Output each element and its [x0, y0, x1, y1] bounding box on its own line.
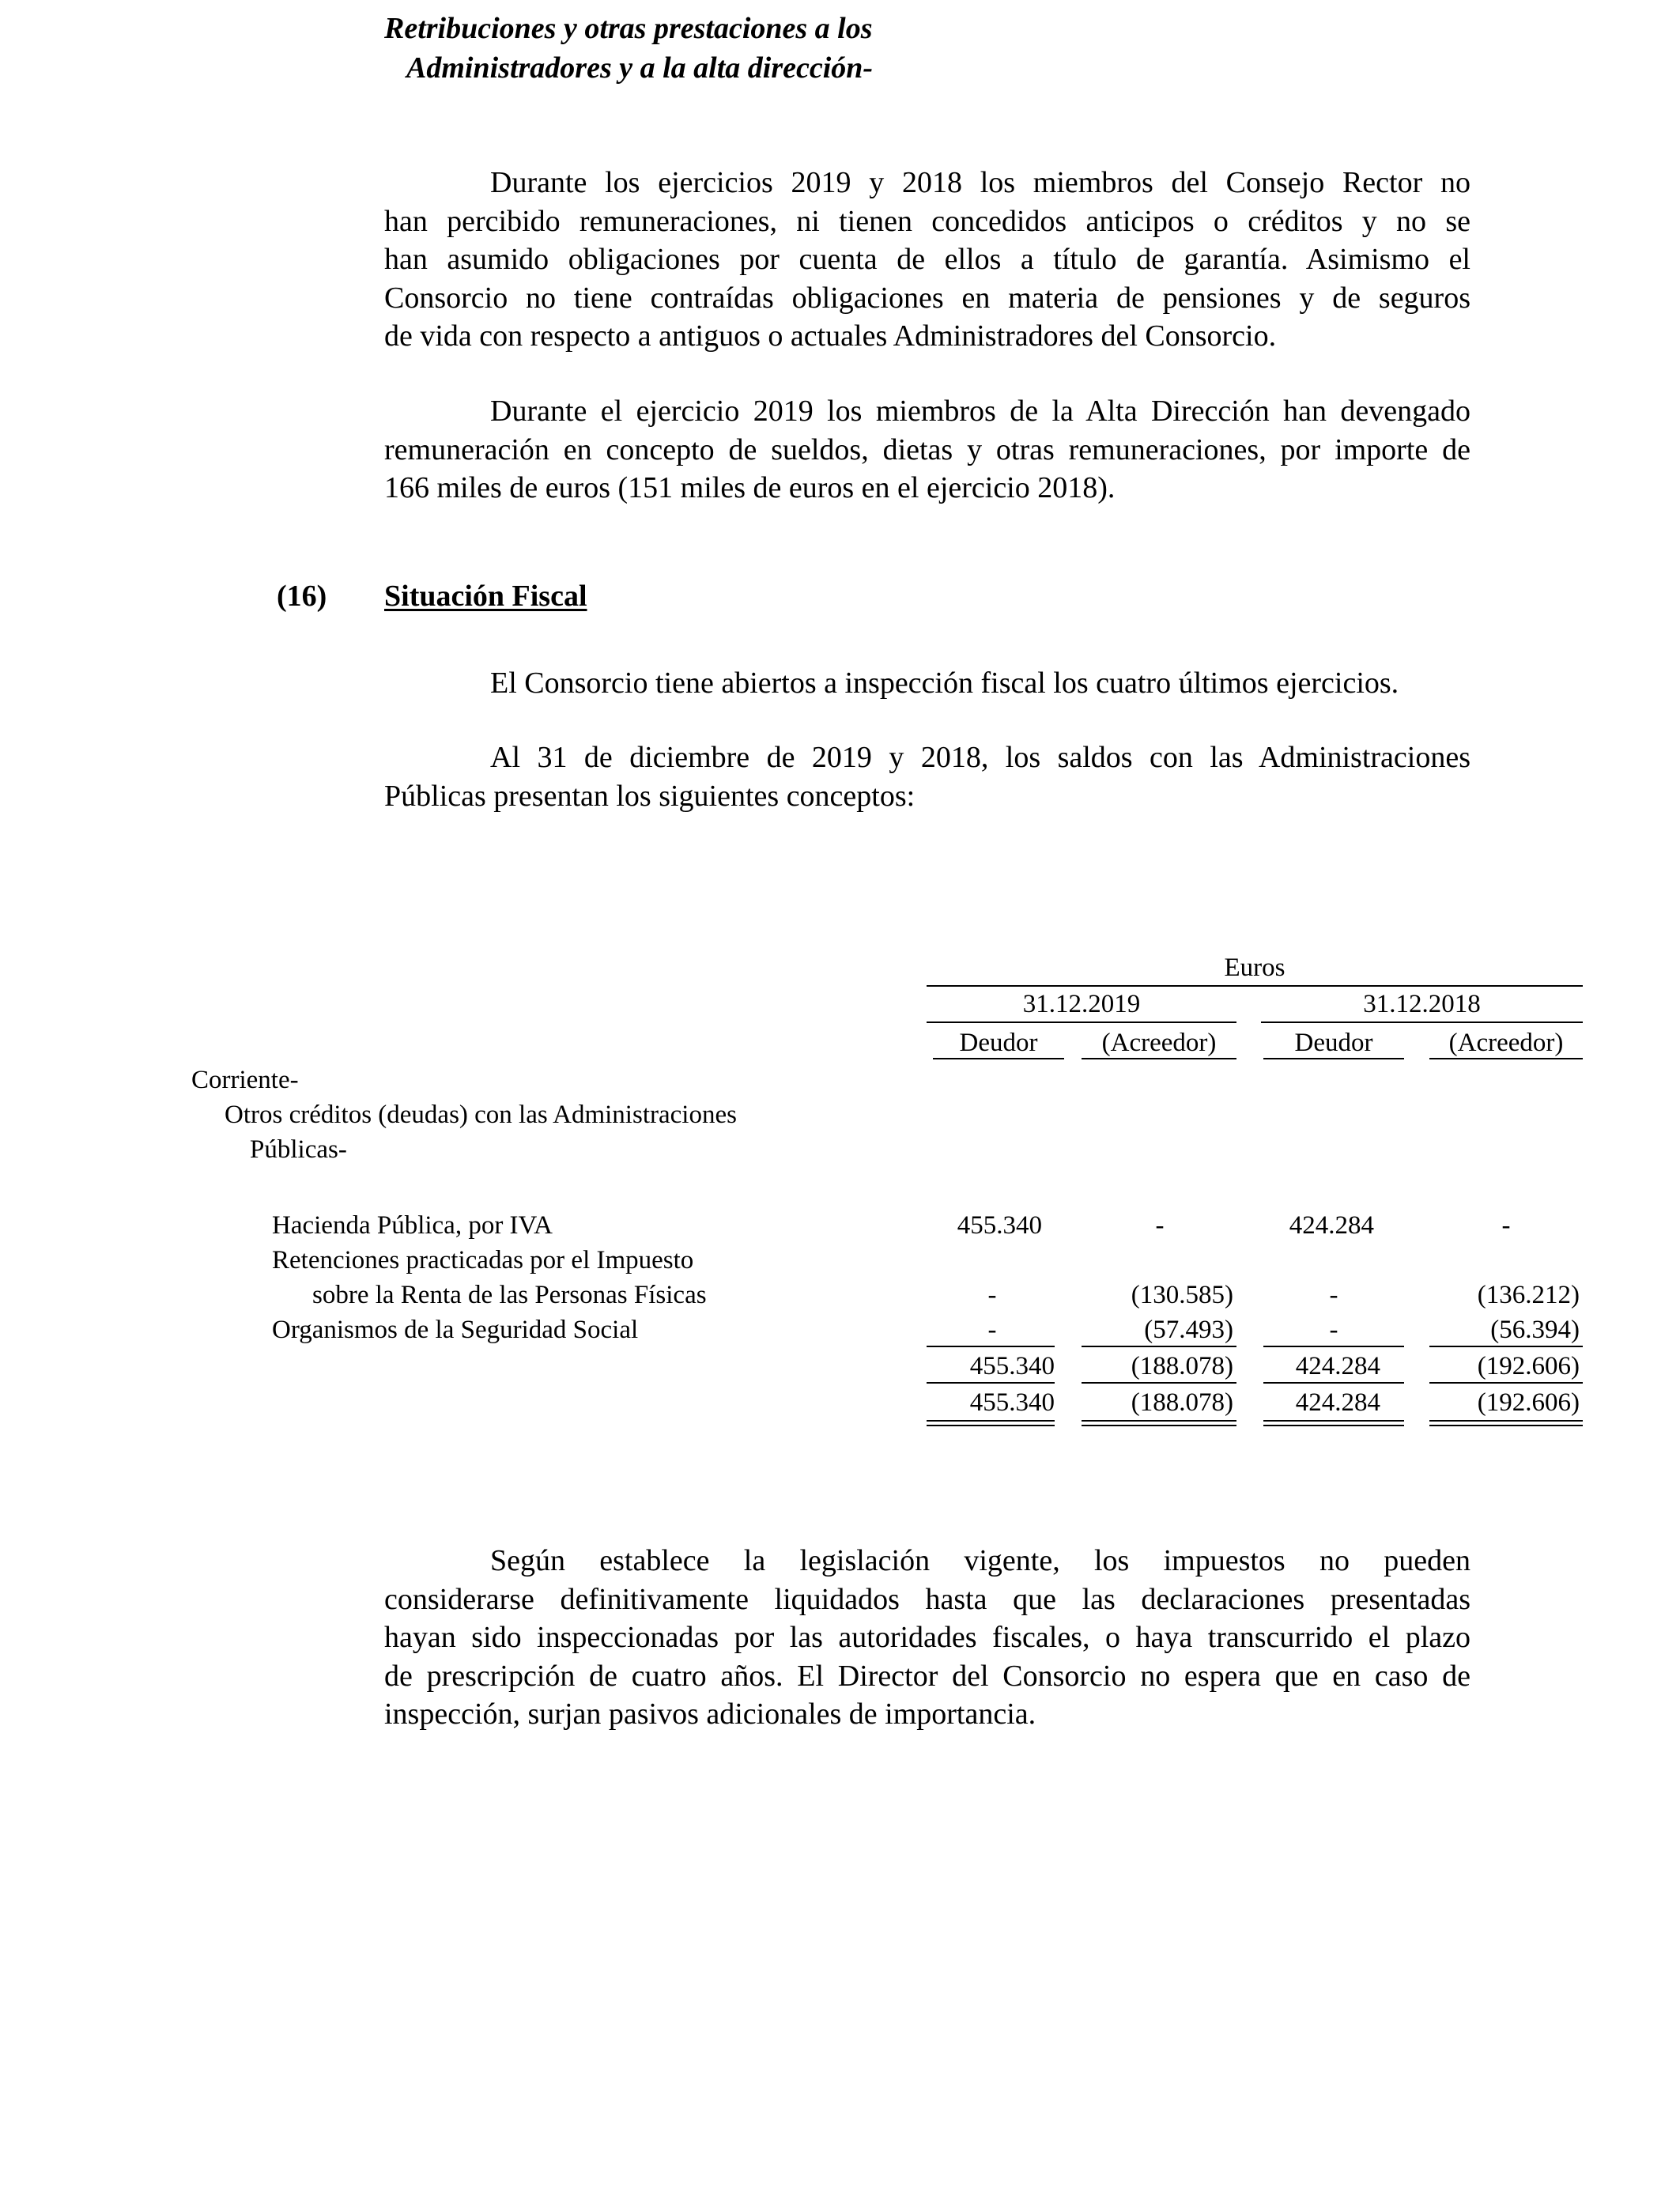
col-rule	[1429, 1058, 1583, 1059]
double-rule	[1263, 1425, 1404, 1426]
row-label-iva: Hacienda Pública, por IVA	[272, 1211, 553, 1240]
table-cell: -	[1329, 1281, 1338, 1309]
paragraph-board-remuneration	[384, 164, 1470, 356]
text-line: de prescripción de cuatro años. El Director del Consorcio no espera que en caso de	[384, 1659, 1470, 1693]
heading-line-2: Administradores y a la alta dirección-	[406, 51, 874, 85]
table-cell: 424.284	[1289, 1211, 1374, 1240]
date-rule-2018	[1261, 1021, 1583, 1023]
subtotal-cell: 424.284	[1295, 1352, 1380, 1380]
total-cell: (192.606)	[1477, 1388, 1580, 1417]
row-label-retenciones-line-2: sobre la Renta de las Personas Físicas	[312, 1281, 707, 1309]
row-label-retenciones-line-1: Retenciones practicadas por el Impuesto	[272, 1246, 694, 1274]
double-rule	[927, 1425, 1055, 1426]
double-rule	[1429, 1425, 1583, 1426]
col-rule	[1263, 1058, 1404, 1059]
col-header-deudor-2018: Deudor	[1294, 1029, 1373, 1057]
col-header-acreedor-2019: (Acreedor)	[1101, 1029, 1217, 1057]
currency-header: Euros	[1224, 954, 1285, 982]
paragraph-inspection	[384, 664, 1470, 703]
table-cell: (136.212)	[1477, 1281, 1580, 1309]
subtotal-cell: (188.078)	[1131, 1352, 1233, 1380]
table-cell: -	[987, 1281, 997, 1309]
table-cell: (57.493)	[1144, 1316, 1233, 1344]
text-line: Al 31 de diciembre de 2019 y 2018, los saldos con las Administraciones	[490, 741, 1470, 774]
text-line: Durante los ejercicios 2019 y 2018 los miembros del Consejo Rector no	[490, 166, 1470, 199]
text-line: Según establece la legislación vigente, los impuestos no pueden	[490, 1544, 1470, 1577]
section-number: (16)	[277, 580, 327, 613]
paragraph-management-remuneration	[384, 392, 1470, 508]
date-header-2019: 31.12.2019	[1022, 990, 1141, 1018]
subtotal-rule	[1082, 1346, 1236, 1347]
double-rule	[1082, 1420, 1236, 1422]
subgroup-label-line-1: Otros créditos (deudas) con las Administraciones	[225, 1101, 737, 1129]
text-line: han percibido remuneraciones, ni tienen concedidos anticipos o créditos y no se	[384, 204, 1470, 238]
paragraph-legislation	[384, 1542, 1470, 1734]
table-cell: 455.340	[957, 1211, 1042, 1240]
subtotal-rule	[1263, 1346, 1404, 1347]
double-rule	[1082, 1425, 1236, 1426]
paragraph-balances-intro	[384, 738, 1470, 815]
double-rule	[1429, 1420, 1583, 1422]
date-rule-2019	[927, 1021, 1236, 1023]
total-rule	[927, 1382, 1055, 1384]
text-line: inspección, surjan pasivos adicionales de importancia.	[384, 1697, 1036, 1731]
col-header-deudor-2019: Deudor	[959, 1029, 1038, 1057]
table-cell: -	[1329, 1316, 1338, 1344]
text-line: Durante el ejercicio 2019 los miembros de la Alta Dirección han devengado	[490, 395, 1470, 428]
group-label: Corriente-	[191, 1066, 299, 1094]
section-title: Situación Fiscal	[384, 580, 587, 613]
heading-line-1: Retribuciones y otras prestaciones a los	[384, 12, 873, 45]
double-rule	[1263, 1420, 1404, 1422]
text-line: 166 miles de euros (151 miles de euros en el ejercicio 2018).	[384, 471, 1116, 504]
subtotal-cell: 455.340	[969, 1352, 1055, 1380]
text-line: El Consorcio tiene abiertos a inspección fiscal los cuatro últimos ejercicios.	[490, 667, 1399, 700]
col-rule	[933, 1058, 1064, 1059]
text-line: Consorcio no tiene contraídas obligaciones en materia de pensiones y de seguros	[384, 281, 1470, 315]
subtotal-rule	[1429, 1346, 1583, 1347]
text-line: han asumido obligaciones por cuenta de ellos a título de garantía. Asimismo el	[384, 243, 1470, 276]
subtotal-cell: (192.606)	[1477, 1352, 1580, 1380]
subtotal-rule	[927, 1346, 1055, 1347]
total-rule	[1082, 1382, 1236, 1384]
table-cell: -	[1501, 1211, 1511, 1240]
table-cell: -	[987, 1316, 997, 1344]
date-header-2018: 31.12.2018	[1363, 990, 1481, 1018]
text-line: hayan sido inspeccionadas por las autoridades fiscales, o haya transcurrido el plazo	[384, 1621, 1470, 1654]
text-line: Públicas presentan los siguientes conceptos:	[384, 779, 916, 813]
double-rule	[927, 1420, 1055, 1422]
table-cell: (56.394)	[1490, 1316, 1580, 1344]
text-line: de vida con respecto a antiguos o actuales Administradores del Consorcio.	[384, 319, 1277, 353]
subgroup-label-line-2: Públicas-	[250, 1135, 347, 1164]
header-rule	[927, 985, 1583, 987]
row-label-seguridad-social: Organismos de la Seguridad Social	[272, 1316, 639, 1344]
text-line: remuneración en concepto de sueldos, dietas y otras remuneraciones, por importe de	[384, 432, 1470, 466]
col-rule	[1082, 1058, 1236, 1059]
table-cell: (130.585)	[1131, 1281, 1233, 1309]
total-rule	[1263, 1382, 1404, 1384]
total-cell: (188.078)	[1131, 1388, 1233, 1417]
table-cell: -	[1155, 1211, 1165, 1240]
total-rule	[1429, 1382, 1583, 1384]
total-cell: 424.284	[1295, 1388, 1380, 1417]
col-header-acreedor-2018: (Acreedor)	[1448, 1029, 1564, 1057]
text-line: considerarse definitivamente liquidados hasta que las declaraciones presentadas	[384, 1582, 1470, 1616]
total-cell: 455.340	[969, 1388, 1055, 1417]
